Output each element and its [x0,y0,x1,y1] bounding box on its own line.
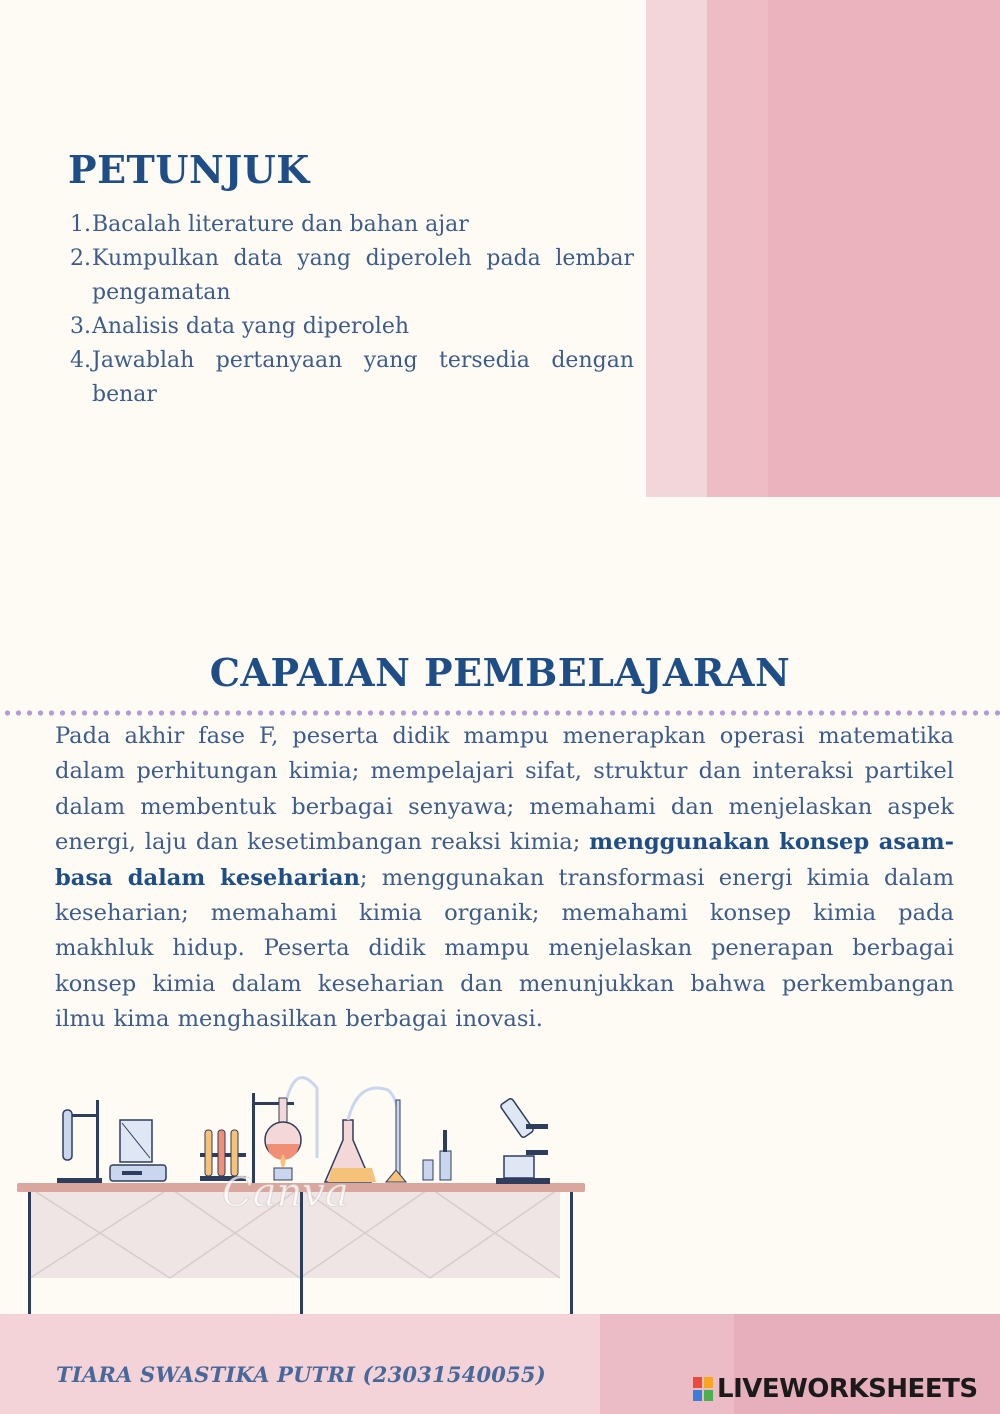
list-number: 2. [70,246,91,271]
list-item [66,208,634,242]
list-item [66,242,634,310]
microscope-icon [496,1098,550,1184]
laboratory-illustration [12,1058,592,1318]
list-text-line: benar [92,382,157,407]
list-text: Bacalah literature dan bahan ajar [92,212,469,237]
paragraph-bold-text: menggunakan konsep asam-basa dalam keseharian [55,829,955,891]
list-text: Analisis data yang diperoleh [92,314,410,339]
paragraph-text: ; menggunakan transformasi energi kimia dalam keseharian; memahami kimia organik; memahami konsep kimia pada makhluk hidup. Peserta didik mampu menjelaskan penerapan berbagai konsep kimia dalam keseharian dan menunjukkan bahwa perkembangan ilmu kima menghasilkan berbagai inovasi. [55,864,954,1033]
liveworksheets-brand[interactable] [692,1372,978,1406]
ring-stand-icon [57,1100,102,1183]
list-text-line: pengamatan [92,280,231,305]
list-number: 3. [70,314,91,339]
scale-icon [110,1120,166,1181]
bottles-icon [423,1130,451,1180]
petunjuk-list [66,208,634,412]
list-text [92,242,634,310]
list-number: 4. [70,348,91,373]
table-leg [28,1192,31,1314]
list-text-line: Jawablah pertanyaan yang tersedia dengan [92,348,634,373]
decor-stripe-dark [768,0,1000,497]
list-number: 1. [70,212,91,237]
capaian-paragraph [55,719,954,1038]
author-name: TIARA SWASTIKA PUTRI (23031540055) [56,1362,546,1387]
erlenmeyer-flask-icon [325,1088,406,1182]
liveworksheets-label: LIVEWORKSHEETS [717,1374,978,1404]
paragraph-text: Pada akhir fase F, peserta didik mampu menerapkan operasi matematika dalam perhitungan kimia; mempelajari sifat, struktur dan interaksi partikel dalam membentuk berbagai senyawa; memahami dan menjelaskan aspek energi, laju dan kesetimbangan reaksi kimia; [55,723,954,856]
dotted-divider [0,709,1000,717]
capaian-title: CAPAIAN PEMBELAJARAN [209,650,791,695]
list-text [92,344,634,412]
liveworksheets-logo-icon [692,1376,714,1402]
list-item [66,310,634,344]
decor-stripe-light [646,0,707,497]
table-leg [570,1192,573,1314]
decor-stripe-mid [707,0,768,497]
watermark-text: Canva [222,1170,349,1216]
flask-stand-icon [252,1078,317,1183]
list-text-line: Kumpulkan data yang diperoleh pada lembar [92,246,634,271]
petunjuk-title: PETUNJUK [68,147,310,192]
list-item [66,344,634,412]
